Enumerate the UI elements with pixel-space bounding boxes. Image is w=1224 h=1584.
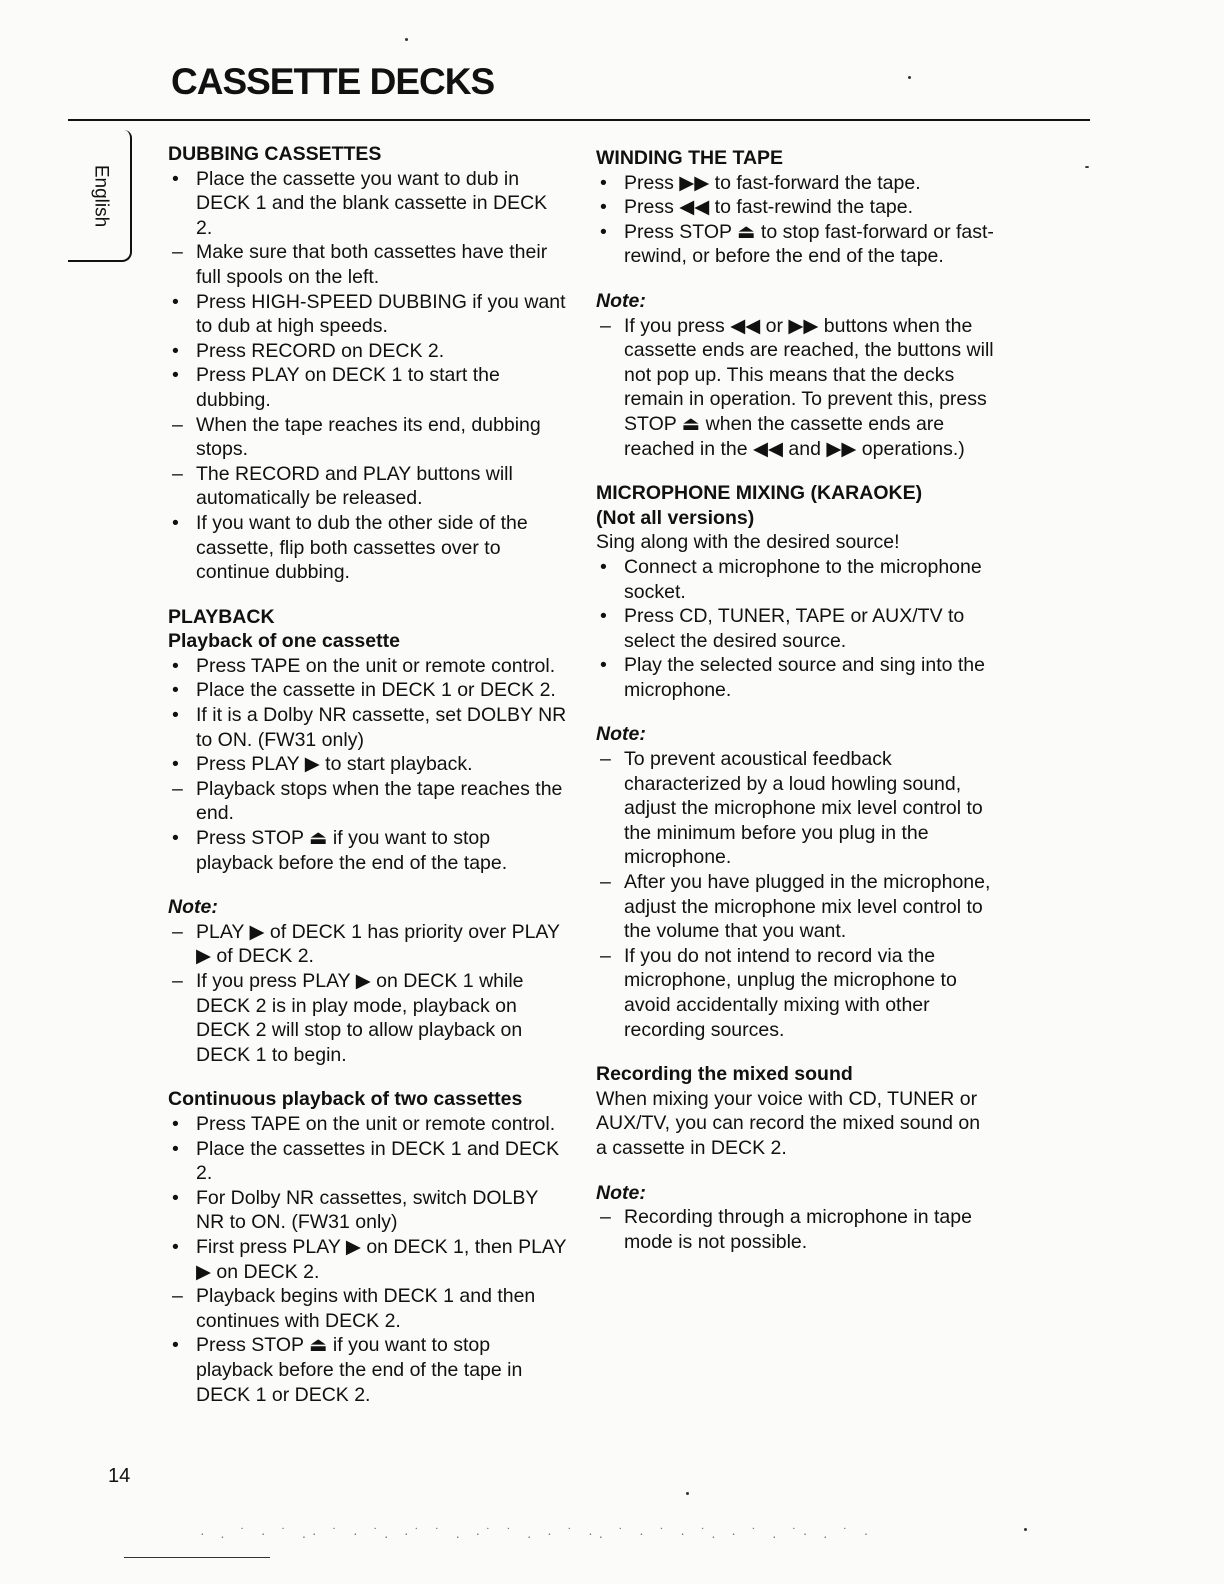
list-item-text: Press CD, TUNER, TAPE or AUX/TV to select the desired source.: [624, 605, 965, 652]
list-item: [168, 920, 568, 969]
list-item-text: Make sure that both cassettes have their full spools on the left.: [196, 241, 548, 288]
dash-marker: –: [172, 920, 183, 943]
karaoke-heading: MICROPHONE MIXING (KARAOKE): [596, 482, 923, 505]
playback-list: [168, 654, 568, 875]
bullet-marker: •: [172, 1137, 179, 1160]
bullet-marker: •: [172, 364, 179, 387]
dash-marker: –: [600, 871, 611, 894]
karaoke-list: [596, 555, 996, 703]
karaoke-notes: [596, 747, 996, 1042]
dash-marker: –: [600, 944, 611, 967]
list-item-text: Press RECORD on DECK 2.: [196, 339, 445, 362]
karaoke-intro: Sing along with the desired source!: [596, 531, 900, 554]
list-item-text: When the tape reaches its end, dubbing stops.: [196, 413, 541, 461]
bullet-marker: •: [172, 654, 179, 677]
list-item-text: For Dolby NR cassettes, switch DOLBY NR to ON. (FW31 only): [196, 1186, 539, 1234]
list-item: [596, 747, 996, 870]
list-item: [168, 1112, 568, 1137]
list-item-text: Press STOP ⏏ if you want to stop playback before the end of the tape in DECK 1 or DECK 2.: [196, 1334, 523, 1406]
scan-edge-line: [124, 1557, 270, 1558]
list-item: [168, 511, 568, 585]
playback-subheading: Playback of one cassette: [168, 630, 400, 653]
bullet-marker: •: [600, 605, 607, 628]
list-item-text: Press ▶▶ to fast-forward the tape.: [624, 171, 921, 194]
list-item: [168, 969, 568, 1067]
language-tab-label: English: [90, 164, 112, 228]
list-item: [168, 1137, 568, 1186]
scan-speck: [1085, 166, 1089, 168]
list-item-text: Press STOP ⏏ if you want to stop playback before the end of the tape.: [196, 827, 508, 874]
list-item: [596, 555, 996, 604]
list-item: [168, 1235, 568, 1284]
winding-notes: [596, 314, 996, 462]
list-item-text: First press PLAY ▶ on DECK 1, then PLAY ▶ on DECK 2.: [196, 1235, 567, 1283]
list-item-text: If you press ◀◀ or ▶▶ buttons when the cassette ends are reached, the buttons will not pop up. This means that the decks remain in operation. To prevent this, press STOP ⏏ when the cassette ends are reached in the ◀◀ and ▶▶ operations.): [624, 314, 994, 460]
karaoke-note-label: Note:: [596, 723, 646, 746]
list-item-text: After you have plugged in the microphone, adjust the microphone mix level control to the volume that you want.: [624, 871, 991, 943]
list-item: [168, 752, 568, 777]
list-item-text: Press PLAY ▶ to start playback.: [196, 753, 473, 776]
list-item: [596, 1205, 996, 1254]
bullet-marker: •: [172, 339, 179, 362]
list-item-text: Press HIGH-SPEED DUBBING if you want to dub at high speeds.: [196, 290, 566, 338]
scan-speck: [686, 1492, 689, 1495]
list-item: [168, 363, 568, 412]
dash-marker: –: [172, 241, 183, 264]
bullet-marker: •: [172, 1235, 179, 1258]
list-item: [168, 240, 568, 289]
bullet-marker: •: [600, 220, 607, 243]
list-item-text: Place the cassette in DECK 1 or DECK 2.: [196, 679, 556, 702]
bullet-marker: •: [172, 290, 179, 313]
winding-heading: WINDING THE TAPE: [596, 147, 784, 169]
list-item-text: Play the selected source and sing into the microphone.: [624, 654, 985, 701]
bullet-marker: •: [172, 753, 179, 776]
winding-list: [596, 171, 996, 269]
dash-marker: –: [172, 777, 183, 800]
list-item-text: If it is a Dolby NR cassette, set DOLBY NR to ON. (FW31 only): [196, 704, 567, 751]
list-item: [168, 654, 568, 679]
list-item: [168, 290, 568, 339]
bullet-marker: •: [600, 654, 607, 677]
list-item-text: The RECORD and PLAY buttons will automatically be released.: [196, 462, 513, 510]
list-item: [168, 703, 568, 752]
list-item: [596, 944, 996, 1042]
scan-speck: [1024, 1528, 1027, 1531]
list-item: [168, 167, 568, 241]
list-item: [168, 826, 568, 875]
dash-marker: –: [172, 1285, 183, 1308]
list-item-text: Connect a microphone to the microphone socket.: [624, 555, 982, 603]
dubbing-list: [168, 167, 568, 585]
recording-note-label: Note:: [596, 1181, 646, 1204]
playback-heading: PLAYBACK: [168, 605, 275, 628]
left-column: [168, 142, 568, 1407]
continuous-subheading: Continuous playback of two cassettes: [168, 1088, 523, 1111]
bullet-marker: •: [172, 1186, 179, 1209]
right-column: [596, 146, 996, 1254]
list-item-text: Place the cassettes in DECK 1 and DECK 2.: [196, 1137, 560, 1185]
list-item-text: To prevent acoustical feedback characterized by a loud howling sound, adjust the microphone mix level control to the minimum before you plug in the microphone.: [624, 748, 983, 869]
list-item: [168, 413, 568, 462]
list-item: [168, 1284, 568, 1333]
list-item-text: Press PLAY on DECK 1 to start the dubbing.: [196, 364, 500, 411]
list-item: [596, 171, 996, 196]
playback-notes: [168, 920, 568, 1068]
recording-paragraph: When mixing your voice with CD, TUNER or AUX/TV, you can record the mixed sound on a cassette in DECK 2.: [596, 1087, 981, 1159]
list-item-text: Press ◀◀ to fast-rewind the tape.: [624, 196, 914, 219]
dash-marker: –: [600, 314, 611, 337]
list-item-text: Playback stops when the tape reaches the end.: [196, 777, 563, 825]
winding-section: [596, 146, 996, 461]
list-item-text: Playback begins with DECK 1 and then continues with DECK 2.: [196, 1285, 536, 1332]
list-item-text: If you want to dub the other side of the cassette, flip both cassettes over to continue dubbing.: [196, 511, 528, 584]
dash-marker: –: [172, 413, 183, 436]
bullet-marker: •: [172, 679, 179, 702]
page-title: CASSETTE DECKS: [171, 61, 495, 102]
scan-noise: · . ˙ · ˙ .· ˙ · ˙. ·˙ ˙ . ·˙ ˙ . · ˙ ·. ˙ · ˙ · ˙. · ˙ . ˙· . ˙ ·: [200, 1525, 875, 1541]
dash-marker: –: [600, 748, 611, 771]
list-item: [596, 653, 996, 702]
bullet-marker: •: [600, 171, 607, 194]
recording-notes: [596, 1205, 996, 1254]
list-item-text: Press TAPE on the unit or remote control.: [196, 1112, 556, 1135]
dash-marker: –: [600, 1206, 611, 1229]
list-item-text: PLAY ▶ of DECK 1 has priority over PLAY ▶ of DECK 2.: [196, 920, 560, 968]
continuous-section: [168, 1087, 568, 1407]
bullet-marker: •: [172, 167, 179, 190]
list-item: [168, 339, 568, 364]
winding-note-label: Note:: [596, 289, 646, 312]
list-item: [596, 195, 996, 220]
scan-speck: [405, 38, 408, 41]
bullet-marker: •: [172, 1112, 179, 1135]
list-item-text: If you press PLAY ▶ on DECK 1 while DECK 2 is in play mode, playback on DECK 2 will stop to allow playback on DECK 1 to begin.: [196, 970, 524, 1066]
karaoke-subheading: (Not all versions): [596, 506, 755, 529]
dubbing-heading: DUBBING CASSETTES: [168, 143, 382, 165]
list-item-text: Recording through a microphone in tape mode is not possible.: [624, 1206, 972, 1253]
bullet-marker: •: [172, 827, 179, 850]
list-item-text: If you do not intend to record via the microphone, unplug the microphone to avoid accidentally mixing with other recording sources.: [624, 944, 957, 1041]
bullet-marker: •: [600, 196, 607, 219]
dubbing-section: [168, 142, 568, 585]
recording-section: [596, 1062, 996, 1254]
dash-marker: –: [172, 970, 183, 992]
dash-marker: –: [172, 462, 183, 485]
list-item: [596, 220, 996, 269]
playback-section: [168, 605, 568, 1068]
list-item: [168, 1186, 568, 1235]
bullet-marker: •: [172, 1334, 179, 1357]
list-item: [168, 678, 568, 703]
header-rule: [68, 119, 1090, 121]
list-item: [168, 462, 568, 511]
list-item: [596, 604, 996, 653]
list-item: [596, 314, 996, 462]
continuous-list: [168, 1112, 568, 1407]
list-item-text: Press STOP ⏏ to stop fast-forward or fast-rewind, or before the end of the tape.: [624, 220, 994, 268]
list-item-text: Press TAPE on the unit or remote control.: [196, 654, 556, 677]
bullet-marker: •: [172, 511, 179, 534]
bullet-marker: •: [600, 555, 607, 578]
list-item: [596, 870, 996, 944]
list-item: [168, 1333, 568, 1407]
list-item: [168, 777, 568, 826]
playback-note-label: Note:: [168, 896, 218, 919]
bullet-marker: •: [172, 704, 179, 727]
page-number: 14: [108, 1465, 131, 1487]
recording-subheading: Recording the mixed sound: [596, 1063, 853, 1086]
list-item-text: Place the cassette you want to dub in DECK 1 and the blank cassette in DECK 2.: [196, 167, 548, 239]
karaoke-section: [596, 481, 996, 1042]
scan-speck: [908, 76, 911, 79]
